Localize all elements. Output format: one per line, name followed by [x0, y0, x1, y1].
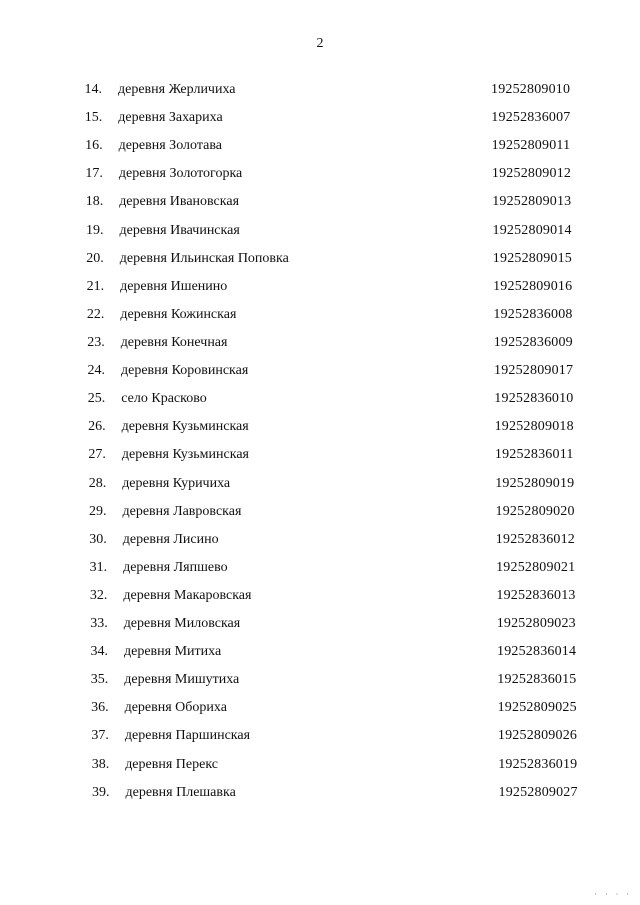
list-item [0, 361, 640, 389]
item-number: 31. [89, 559, 108, 575]
list-item [0, 698, 640, 726]
list-item [0, 277, 640, 305]
item-number: 27. [88, 447, 106, 463]
list-item [0, 474, 640, 502]
settlement-name: деревня Плешавка [125, 784, 236, 800]
settlement-name: деревня Ишенино [120, 278, 228, 294]
settlement-code: 19252836015 [497, 672, 577, 688]
settlement-code: 19252809010 [491, 82, 571, 97]
item-number: 14. [84, 82, 102, 97]
list-item [0, 136, 640, 164]
settlement-code: 19252809021 [496, 559, 576, 575]
item-number: 23. [87, 334, 105, 350]
settlement-code: 19252836013 [496, 587, 576, 603]
settlement-name: деревня Миловская [123, 616, 241, 632]
settlement-name: деревня Обориха [124, 700, 227, 716]
settlement-name: деревня Ильинская Поповка [119, 250, 289, 266]
item-number: 39. [92, 784, 110, 800]
settlement-code: 19252836019 [498, 756, 578, 772]
list-item [0, 642, 640, 670]
item-number: 20. [86, 250, 104, 266]
item-number: 18. [85, 194, 104, 210]
settlement-code: 19252836007 [491, 110, 571, 126]
item-number: 33. [90, 616, 108, 632]
list-item [0, 502, 640, 530]
settlement-code: 19252809019 [495, 475, 575, 491]
item-number: 29. [89, 503, 107, 519]
settlement-code: 19252836014 [497, 644, 577, 660]
settlement-name: деревня Золотогорка [118, 166, 243, 182]
list-item [0, 164, 640, 192]
list-item [0, 333, 640, 361]
settlement-code: 19252809027 [498, 784, 578, 800]
settlement-name: деревня Кузьминская [121, 447, 249, 463]
settlement-code: 19252809011 [491, 138, 571, 154]
settlement-code: 19252836012 [495, 531, 575, 547]
settlement-name: деревня Ивачинская [119, 222, 240, 238]
item-number: 24. [87, 363, 105, 379]
item-number: 17. [85, 166, 103, 182]
settlement-code: 19252836011 [494, 447, 574, 463]
settlement-name: деревня Перекс [125, 756, 218, 772]
list-item [0, 108, 640, 136]
item-number: 36. [91, 700, 109, 716]
item-number: 37. [91, 728, 109, 744]
list-item [0, 389, 640, 417]
item-number: 15. [84, 110, 103, 126]
settlement-name: деревня Мишутиха [124, 672, 240, 688]
item-number: 26. [88, 419, 106, 435]
item-number: 21. [86, 278, 105, 294]
list-item [0, 614, 640, 642]
settlement-name: деревня Ивановская [119, 194, 240, 210]
item-number: 28. [88, 475, 107, 491]
settlement-name: деревня Паршинская [124, 728, 251, 744]
settlement-name: деревня Золотава [118, 138, 222, 154]
item-number: 25. [87, 391, 106, 407]
settlement-code: 19252809018 [494, 419, 574, 435]
item-number: 22. [86, 306, 105, 322]
settlement-code: 19252809026 [497, 728, 578, 744]
list-item [0, 755, 640, 783]
settlement-code: 19252809013 [492, 194, 572, 210]
list-item [0, 221, 640, 249]
item-number: 34. [90, 644, 108, 660]
list-item [0, 558, 640, 586]
settlement-name: деревня Кузьминская [121, 419, 249, 435]
list-item [0, 726, 640, 754]
settlement-name: деревня Кожинская [120, 306, 237, 322]
settlement-code: 19252836010 [494, 391, 574, 407]
list-item [0, 530, 640, 558]
list-item [0, 783, 640, 811]
settlement-code: 19252836008 [493, 306, 573, 322]
item-number: 32. [89, 587, 108, 603]
settlement-code: 19252809020 [495, 503, 575, 519]
settlement-name: село Красково [121, 391, 207, 407]
settlement-name: деревня Коровинская [121, 363, 249, 379]
settlement-code: 19252809012 [491, 166, 572, 182]
list-item [0, 305, 640, 333]
scan-marks: · · · · [594, 890, 632, 899]
item-number: 16. [85, 138, 103, 154]
list-item [0, 249, 640, 277]
settlement-code: 19252809016 [493, 278, 573, 294]
settlement-code: 19252809025 [497, 700, 577, 716]
item-number: 38. [91, 756, 110, 772]
settlement-name: деревня Лисино [122, 531, 219, 547]
settlement-name: деревня Митиха [124, 644, 222, 660]
settlement-list [0, 80, 640, 813]
list-item [0, 670, 640, 698]
list-item [0, 586, 640, 614]
settlement-name: деревня Макаровская [123, 587, 252, 603]
settlement-name: деревня Конечная [120, 334, 228, 350]
list-item [0, 417, 640, 445]
list-item [0, 80, 640, 108]
settlement-code: 19252809014 [492, 222, 572, 238]
settlement-name: деревня Захариха [118, 110, 223, 126]
list-item [0, 445, 640, 473]
settlement-name: деревня Лавровская [122, 503, 242, 519]
settlement-name: деревня Жерличиха [118, 82, 236, 97]
settlement-code: 19252836009 [493, 334, 573, 350]
settlement-code: 19252809015 [492, 250, 572, 266]
item-number: 35. [90, 672, 109, 688]
settlement-code: 19252809023 [496, 616, 576, 632]
settlement-name: деревня Куричиха [122, 475, 231, 491]
item-number: 19. [86, 222, 104, 238]
settlement-name: деревня Ляпшево [123, 559, 228, 575]
settlement-code: 19252809017 [494, 363, 574, 379]
item-number: 30. [89, 531, 107, 547]
page-number: 2 [316, 36, 324, 51]
list-item [0, 192, 640, 220]
